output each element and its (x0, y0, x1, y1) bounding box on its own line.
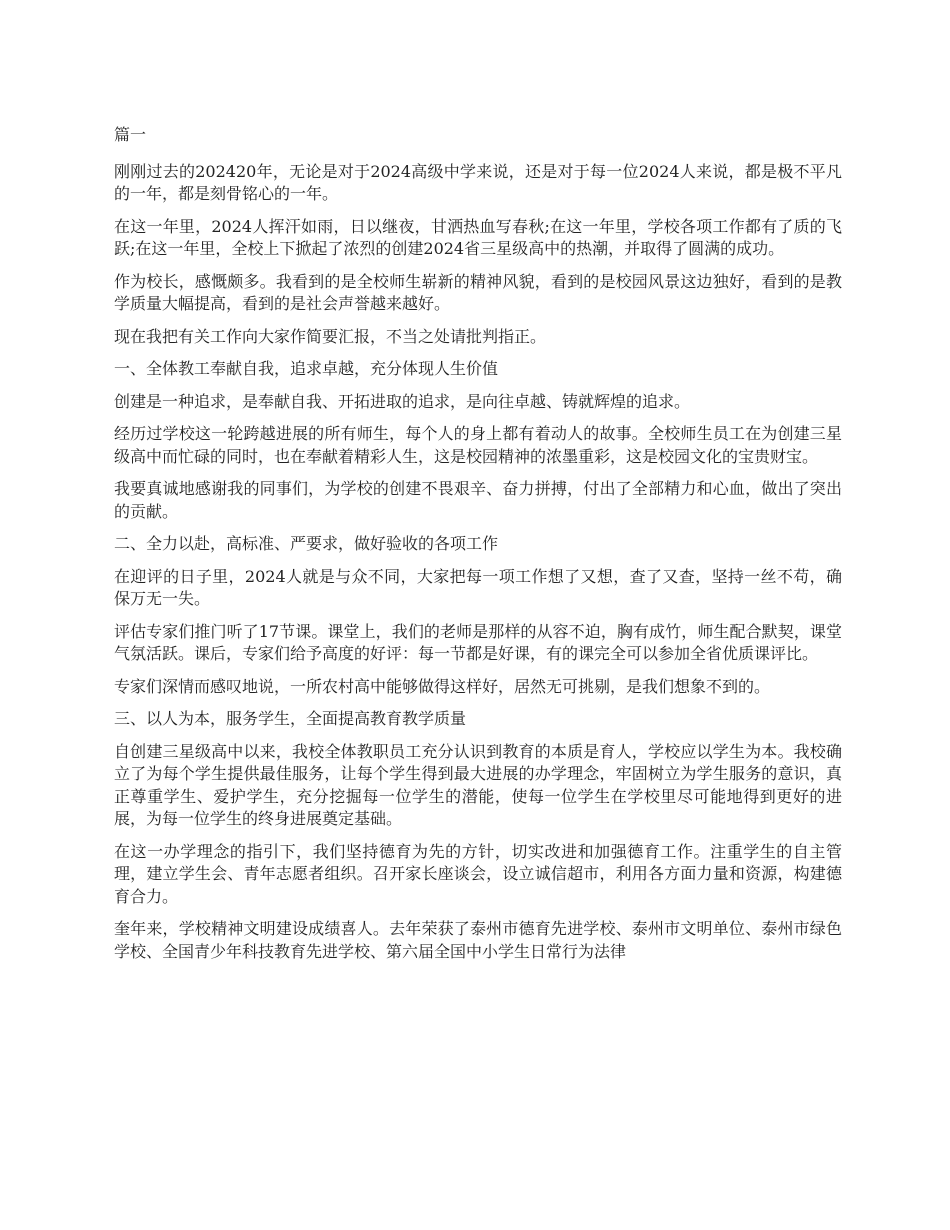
paragraph-expert-classes: 评估专家们推门听了17节课。课堂上，我们的老师是那样的从容不迫，胸有成竹，师生配合默契，课堂气氛活跃。课后，专家们给予高度的好评：每一节都是好课，有的课完全可以参加全省优质课评比。 (114, 621, 842, 663)
paragraph-pursuit: 创建是一种追求，是奉献自我、开拓进取的追求，是向往卓越、铸就辉煌的追求。 (114, 391, 691, 411)
paragraph-thanks: 我要真诚地感谢我的同事们，为学校的创建不畏艰辛、奋力拼搏，付出了全部精力和心血，做出了突出的贡献。 (114, 479, 842, 521)
paragraph-student-centered: 自创建三星级高中以来，我校全体教职员工充分认识到教育的本质是育人，学校应以学生为本。我校确立了为每个学生提供最佳服务，让每个学生得到最大进展的办学理念，牢固树立为学生服务的意识，真正尊重学生、爱护学生，充分挖掘每一位学生的潜能，使每一位学生在学校里尽可能地得到更好的进展，为每一位学生的终身进展奠定基础。 (114, 741, 842, 828)
paragraph-honors: 奎年来，学校精神文明建设成绩喜人。去年荣获了泰州市德育先进学校、泰州市文明单位、泰州市绿色学校、全国青少年科技教育先进学校、第六届全国中小学生日常行为法律 (114, 919, 842, 961)
paragraph-principal-feelings: 作为校长，感慨颇多。我看到的是全校师生崭新的精神风貌，看到的是校园风景这边独好，看到的是教学质量大幅提高，看到的是社会声誉越来越好。 (114, 271, 842, 313)
paragraph-expert-praise: 专家们深情而感叹地说，一所农村高中能够做得这样好，居然无可挑剔，是我们想象不到的。 (114, 676, 771, 696)
section-heading-1: 一、全体教工奉献自我，追求卓越，充分体现人生价值 (114, 359, 499, 378)
paragraph-year-summary: 在这一年里，2024人挥汗如雨，日以继夜，甘洒热血写春秋;在这一年里，学校各项工作都有了质的飞跃;在这一年里，全校上下掀起了浓烈的创建2024省三星级高中的热潮，并取得了圆满的成功。 (114, 216, 842, 258)
document-heading: 篇一 (114, 125, 147, 144)
paragraph-evaluation-days: 在迎评的日子里，2024人就是与众不同，大家把每一项工作想了又想，查了又查，坚持一丝不苟，确保万无一失。 (114, 566, 842, 608)
paragraph-report-intro: 现在我把有关工作向大家作简要汇报，不当之处请批判指正。 (114, 326, 547, 346)
paragraph-moral-education: 在这一办学理念的指引下，我们坚持德育为先的方针，切实改进和加强德育工作。注重学生的自主管理，建立学生会、青年志愿者组织。召开家长座谈会，设立诚信超市，利用各方面力量和资源，构建德育合力。 (114, 841, 842, 906)
section-heading-2: 二、全力以赴，高标准、严要求，做好验收的各项工作 (114, 534, 499, 553)
paragraph-intro: 刚刚过去的202420年，无论是对于2024高级中学来说，还是对于每一位2024人来说，都是极不平凡的一年，都是刻骨铭心的一年。 (114, 161, 842, 203)
section-heading-3: 三、以人为本，服务学生，全面提高教育教学质量 (114, 709, 467, 728)
document-body (114, 124, 842, 973)
paragraph-stories: 经历过学校这一轮跨越进展的所有师生，每个人的身上都有着动人的故事。全校师生员工在为创建三星级高中而忙碌的同时，也在奉献着精彩人生，这是校园精神的浓墨重彩，这是校园文化的宝贵财宝。 (114, 424, 842, 466)
